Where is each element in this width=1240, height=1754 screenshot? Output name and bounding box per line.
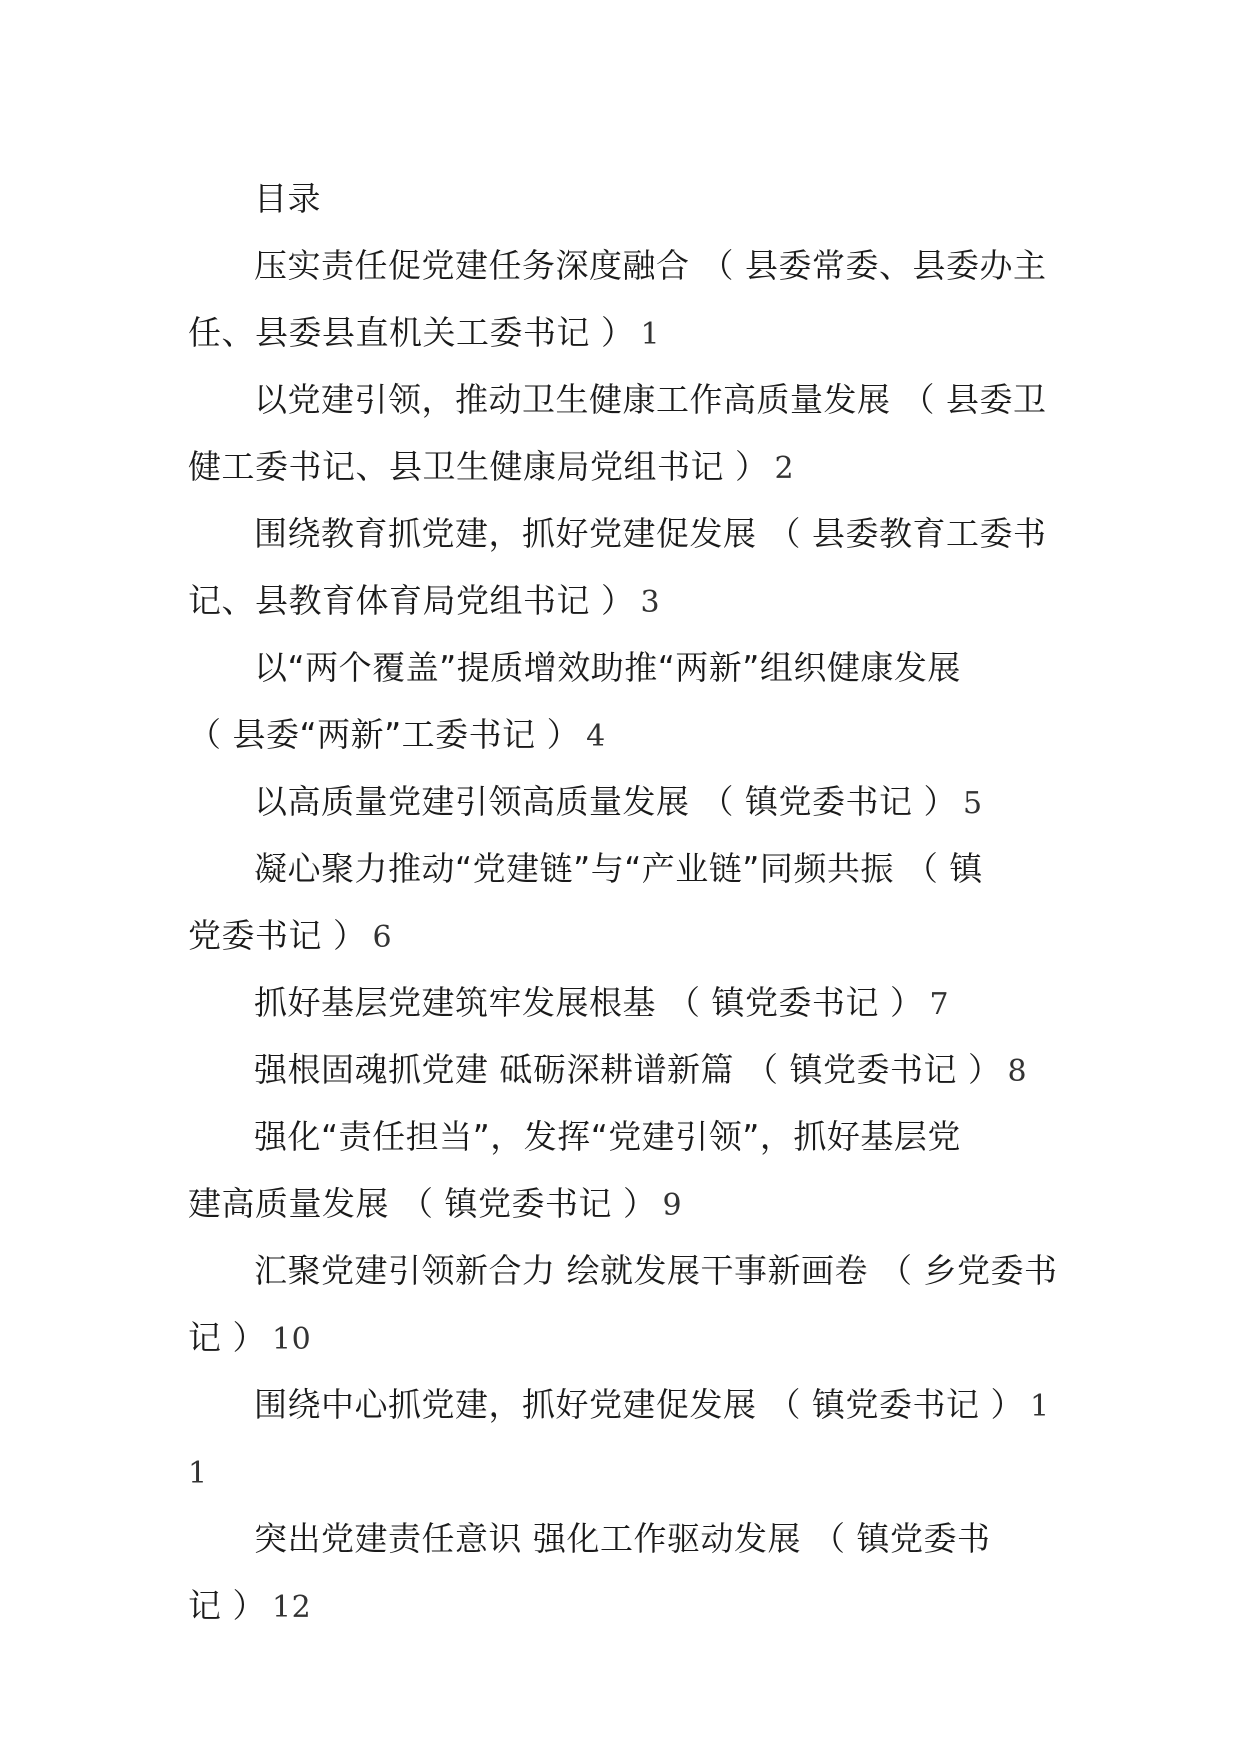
- page-number: 6: [372, 920, 393, 955]
- toc-line: 以高质量党建引领高质量发展 （ 镇党委书记 ） 5: [254, 782, 983, 821]
- toc-line: 汇聚党建引领新合力 绘就发展干事新画卷 （ 乡党委书: [254, 1251, 1058, 1290]
- page-number: 12: [272, 1590, 312, 1625]
- toc-line: 强化“责任担当”，发挥“党建引领”，抓好基层党: [254, 1117, 961, 1156]
- toc-line: 压实责任促党建任务深度融合 （ 县委常委、县委办主: [254, 246, 1047, 285]
- toc-content: [188, 166, 1058, 1640]
- page-number: 2: [774, 451, 795, 486]
- toc-line: 围绕中心抓党建，抓好党建促发展 （ 镇党委书记 ） 1: [254, 1385, 1050, 1424]
- toc-line: 记 ） 10: [188, 1318, 312, 1357]
- toc-line: 凝心聚力推动“党建链”与“产业链”同频共振 （ 镇: [254, 849, 983, 888]
- page-number: 3: [640, 585, 661, 620]
- toc-line: 建高质量发展 （ 镇党委书记 ） 9: [188, 1184, 683, 1223]
- page-number: 5: [962, 786, 983, 821]
- toc-line: 党委书记 ） 6: [188, 916, 393, 955]
- toc-line: （ 县委“两新”工委书记 ） 4: [188, 715, 606, 754]
- page-number: 10: [272, 1322, 312, 1357]
- page-number: 4: [586, 719, 606, 754]
- toc-line: 围绕教育抓党建，抓好党建促发展 （ 县委教育工委书: [254, 514, 1047, 553]
- toc-line: 以“两个覆盖”提质增效助推“两新”组织健康发展: [254, 648, 961, 687]
- toc-line: 记 ） 12: [188, 1586, 312, 1625]
- page-number: 1: [1029, 1389, 1050, 1424]
- toc-line: 强根固魂抓党建 砥砺深耕谱新篇 （ 镇党委书记 ） 8: [254, 1050, 1028, 1089]
- toc-line: [188, 1439, 1058, 1506]
- page-number: 9: [662, 1188, 683, 1223]
- toc-line: 健工委书记、县卫生健康局党组书记 ） 2: [188, 447, 795, 486]
- toc-line: 记、县教育体育局党组书记 ） 3: [188, 581, 661, 620]
- toc-heading: 目录: [254, 179, 321, 218]
- page-number: 7: [929, 987, 950, 1022]
- toc-line: 以党建引领，推动卫生健康工作高质量发展 （ 县委卫: [254, 380, 1047, 419]
- page-number: 8: [1007, 1054, 1028, 1089]
- toc-line: 突出党建责任意识 强化工作驱动发展 （ 镇党委书: [254, 1519, 991, 1558]
- toc-line: 抓好基层党建筑牢发展根基 （ 镇党委书记 ） 7: [254, 983, 950, 1022]
- page-number: 1: [640, 317, 661, 352]
- toc-line: 任、县委县直机关工委书记 ） 1: [188, 313, 661, 352]
- page-number: 1: [188, 1456, 208, 1491]
